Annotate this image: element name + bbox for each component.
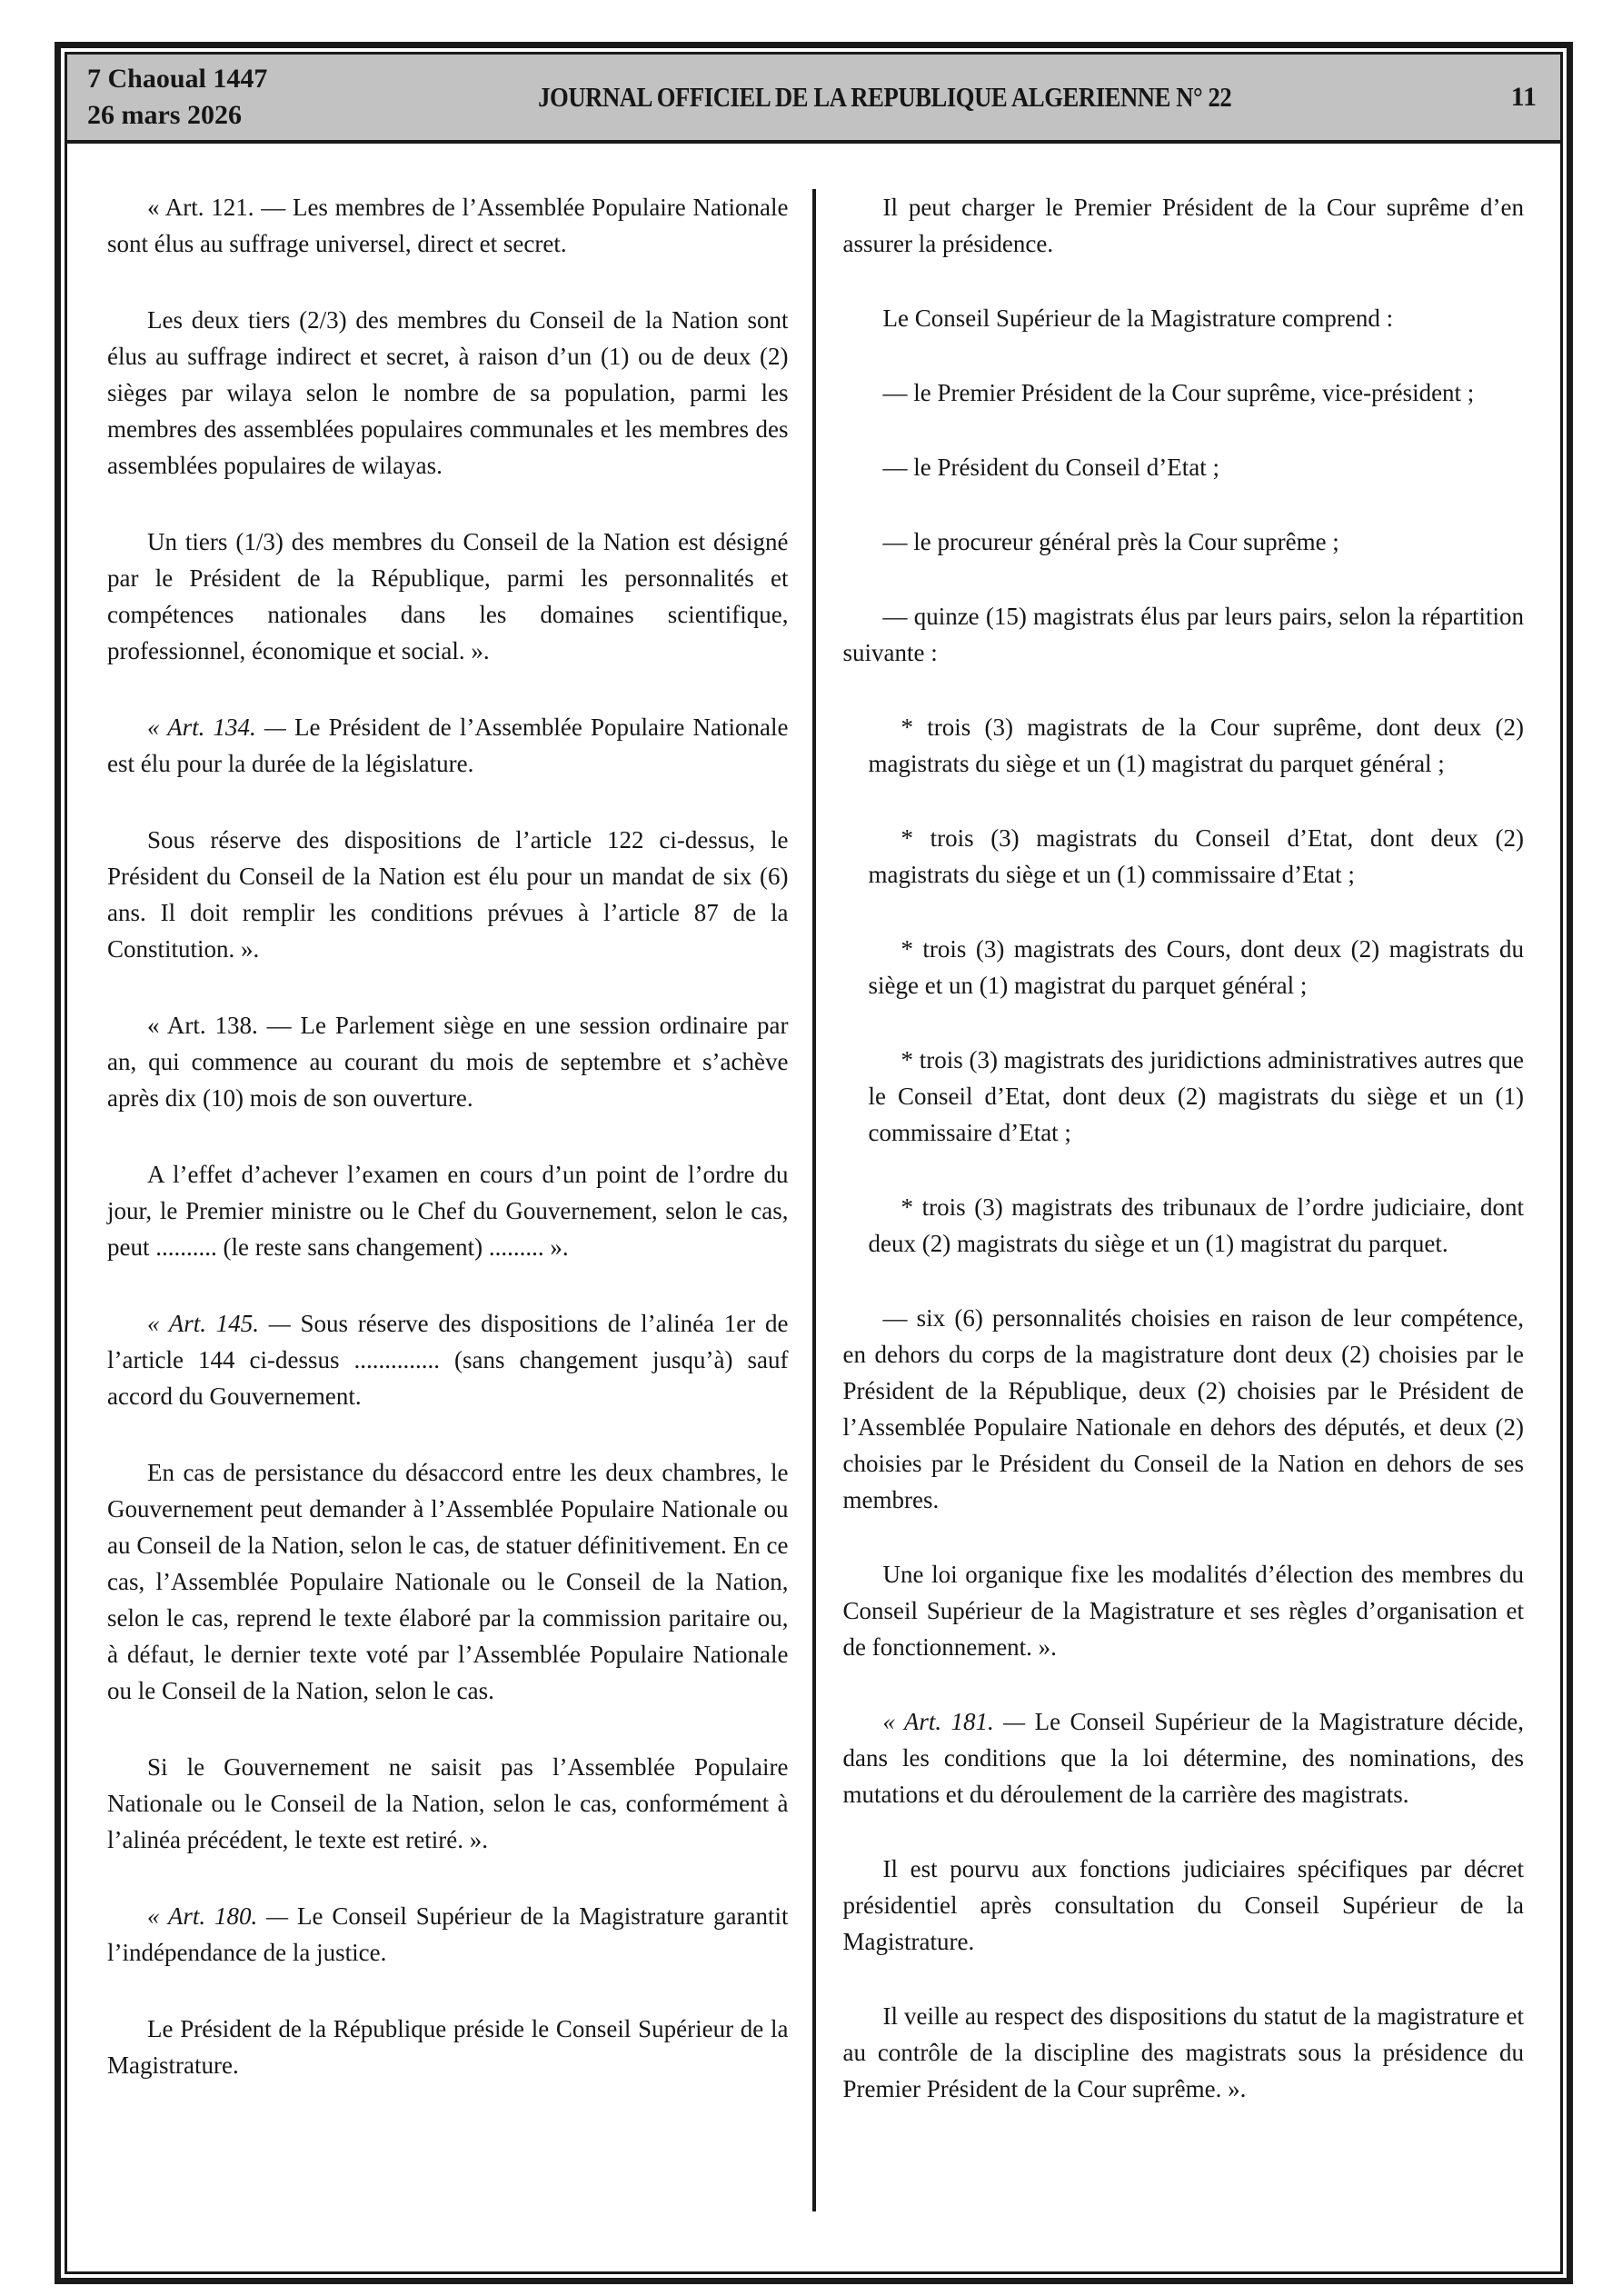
paragraph: Le Conseil Supérieur de la Magistrature comprend : [882, 304, 1394, 332]
paragraph: — le Président du Conseil d’Etat ; [882, 454, 1219, 481]
page-frame-inner [65, 52, 1563, 2274]
paragraph: — le procureur général près la Cour suprême ; [882, 528, 1339, 555]
paragraph: Le Président de la République préside le Conseil Supérieur de la Magistrature. [107, 2015, 789, 2079]
paragraph: — quinze (15) magistrats élus par leurs pairs, selon la répartition suivante : [842, 603, 1524, 666]
page-number: 11 [1510, 82, 1537, 112]
page-frame [55, 42, 1573, 2284]
paragraph: Il veille au respect des dispositions du statut de la magistrature et au contrôle de la discipline des magistrats sous la présidence du Premier Président de la Cour suprême. ». [842, 2002, 1524, 2102]
paragraph: « Art. 121. — Les membres de l’Assemblée Populaire Nationale sont élus au suffrage universel, direct et secret. [107, 194, 789, 257]
paragraph: * trois (3) magistrats des tribunaux de l’ordre judiciaire, dont deux (2) magistrats du siège et un (1) magistrat du parquet. [868, 1193, 1524, 1257]
paragraph: A l’effet d’achever l’examen en cours d’un point de l’ordre du jour, le Premier ministre ou le Chef du Gouvernement, selon le cas, peut .......... (le reste sans changement) ......... ». [107, 1161, 789, 1261]
paragraph: Il peut charger le Premier Président de la Cour suprême d’en assurer la présidence. [842, 194, 1524, 257]
paragraph: En cas de persistance du désaccord entre les deux chambres, le Gouvernement peut demander à l’Assemblée Populaire Nationale ou au Conseil de la Nation, selon le cas, de statuer définitivement. En ce cas, l’Assemblée Populaire Nationale ou le Conseil de la Nation, selon le cas, reprend le texte élaboré par la commission paritaire ou, à défaut, le dernier texte voté par l’Assemblée Populaire Nationale ou le Conseil de la Nation, selon le cas. [107, 1459, 789, 1704]
paragraph: Il est pourvu aux fonctions judiciaires spécifiques par décret présidentiel après consultation du Conseil Supérieur de la Magistrature. [842, 1855, 1524, 1955]
paragraph: — six (6) personnalités choisies en raison de leur compétence, en dehors du corps de la magistrature dont deux (2) choisies par le Président de la République, deux (2) choisies par le Président de l’Assemblée Populaire Nationale en dehors des députés, et deux (2) choisies par le Président du Conseil de la Nation en dehors de ses membres. [842, 1304, 1524, 1513]
article-label: « Art. 180. — [147, 1902, 297, 1930]
paragraph: — le Premier Président de la Cour suprême, vice-président ; [882, 379, 1475, 406]
paragraph: Sous réserve des dispositions de l’article 122 ci-dessus, le Président du Conseil de la Nation est élu pour un mandat de six (6) ans. Il doit remplir les conditions prévues à l’article 87 de la Constitution. ». [107, 826, 789, 963]
article-label: « Art. 134. — [147, 714, 295, 741]
article-label: « Art. 145. — [147, 1310, 301, 1337]
paragraph: Un tiers (1/3) des membres du Conseil de la Nation est désigné par le Président de la République, parmi les personnalités et compétences nationales dans les domaines scientifique, professionnel, économique et social. ». [107, 528, 789, 664]
header-band [67, 55, 1560, 144]
paragraph: « Art. 180. — Le Conseil Supérieur de la Magistrature garantit l’indépendance de la justice. [107, 1902, 789, 1966]
issue-dates [87, 61, 267, 133]
paragraph: * trois (3) magistrats de la Cour suprême, dont deux (2) magistrats du siège et un (1) magistrat du parquet général ; [868, 714, 1524, 777]
paragraph: * trois (3) magistrats des juridictions administratives autres que le Conseil d’Etat, dont deux (2) magistrats du siège et un (1) commissaire d’Etat ; [868, 1046, 1524, 1146]
paragraph: « Art. 181. — Le Conseil Supérieur de la Magistrature décide, dans les conditions que la loi détermine, des nominations, des mutations et du déroulement de la carrière des magistrats. [842, 1708, 1524, 1808]
article-label: « Art. 181. — [882, 1708, 1035, 1735]
body-area [67, 144, 1560, 2271]
paragraph: * trois (3) magistrats des Cours, dont deux (2) magistrats du siège et un (1) magistrat du parquet général ; [868, 935, 1524, 999]
paragraph: Une loi organique fixe les modalités d’élection des membres du Conseil Supérieur de la Magistrature et ses règles d’organisation et de fonctionnement. ». [842, 1561, 1524, 1661]
paragraph: Les deux tiers (2/3) des membres du Conseil de la Nation sont élus au suffrage indirect et secret, à raison d’un (1) ou de deux (2) sièges par wilaya selon le nombre de sa population, parmi les membres des assemblées populaires communales et les membres des assemblées populaires de wilayas. [107, 306, 789, 479]
gregorian-date: 26 mars 2026 [87, 100, 242, 130]
paragraph: « Art. 138. — Le Parlement siège en une session ordinaire par an, qui commence au courant du mois de septembre et s’achève après dix (10) mois de son ouverture. [107, 1012, 789, 1112]
paragraph: « Art. 145. — Sous réserve des dispositions de l’alinéa 1er de l’article 144 ci-dessus .............. (sans changement jusqu’à) sauf accord du Gouvernement. [107, 1310, 789, 1410]
paragraph: « Art. 134. — Le Président de l’Assemblée Populaire Nationale est élu pour la durée de la législature. [107, 714, 789, 777]
hijri-date: 7 Chaoual 1447 [87, 64, 268, 95]
article-label: « Art. 138. — [147, 1012, 301, 1039]
paragraph: Si le Gouvernement ne saisit pas l’Assemblée Populaire Nationale ou le Conseil de la Nation, selon le cas, conformément à l’alinéa précédent, le texte est retiré. ». [107, 1753, 789, 1853]
journal-title-wrap [267, 81, 1501, 114]
journal-title: JOURNAL OFFICIEL DE LA REPUBLIQUE ALGERIENNE N° 22 [537, 81, 1232, 113]
article-label: « Art. 121. — [147, 194, 293, 221]
right-column [816, 189, 1525, 2271]
paragraph: * trois (3) magistrats du Conseil d’Etat, dont deux (2) magistrats du siège et un (1) commissaire d’Etat ; [868, 824, 1524, 888]
left-column [107, 189, 812, 2271]
